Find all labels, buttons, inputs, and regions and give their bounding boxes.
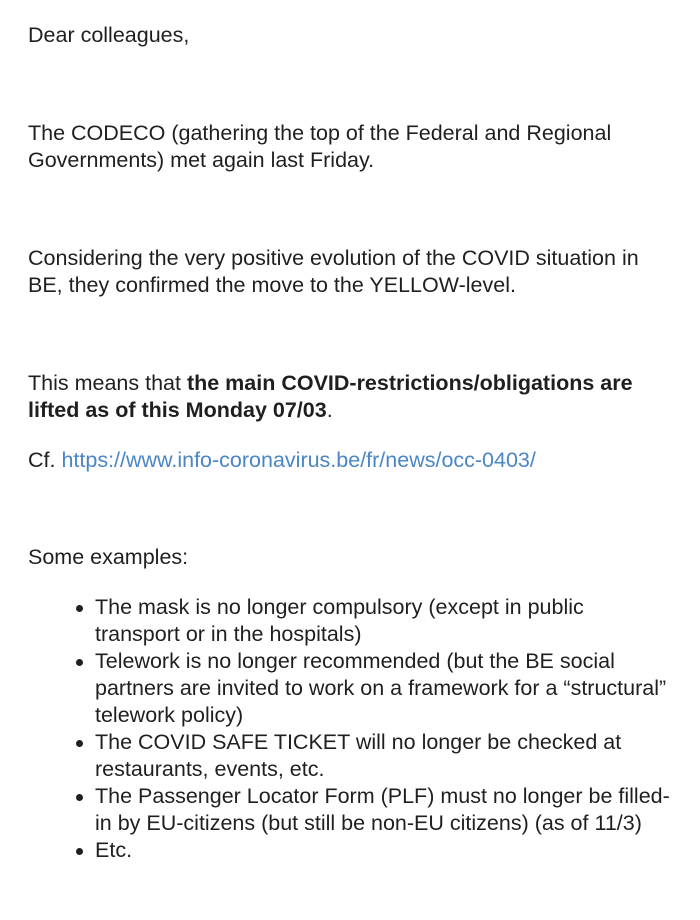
list-item: The mask is no longer compulsory (except in public transport or in the hospitals) [95,594,670,648]
greeting: Dear colleagues, [28,23,190,47]
reference-prefix: Cf. [28,448,62,472]
list-item: The COVID SAFE TICKET will no longer be checked at restaurants, events, etc. [95,729,670,783]
info-coronavirus-link[interactable]: https://www.info-coronavirus.be/fr/news/occ-0403/ [61,448,536,472]
restrictions-bold-text: the main COVID-restrictions/obligations are lifted as of this Monday 07/03 [28,371,633,422]
paragraph-restrictions-lifted [28,370,678,424]
list-item: Telework is no longer recommended (but the BE social partners are invited to work on a framework for a “structural” telework policy) [95,648,670,729]
paragraph-evolution: Considering the very positive evolution of the COVID situation in BE, they confirmed the move to the YELLOW-level. [28,246,639,297]
restrictions-suffix: . [326,398,333,422]
paragraph-reference [28,447,678,474]
examples-intro: Some examples: [28,545,189,569]
paragraph-codeco: The CODECO (gathering the top of the Federal and Regional Governments) met again last Friday. [28,121,612,172]
examples-list [95,594,670,864]
list-item: Etc. [95,837,670,864]
restrictions-prefix: This means that [28,371,187,395]
list-item: The Passenger Locator Form (PLF) must no longer be filled-in by EU-citizens (but still be non-EU citizens) (as of 11/3) [95,784,670,835]
